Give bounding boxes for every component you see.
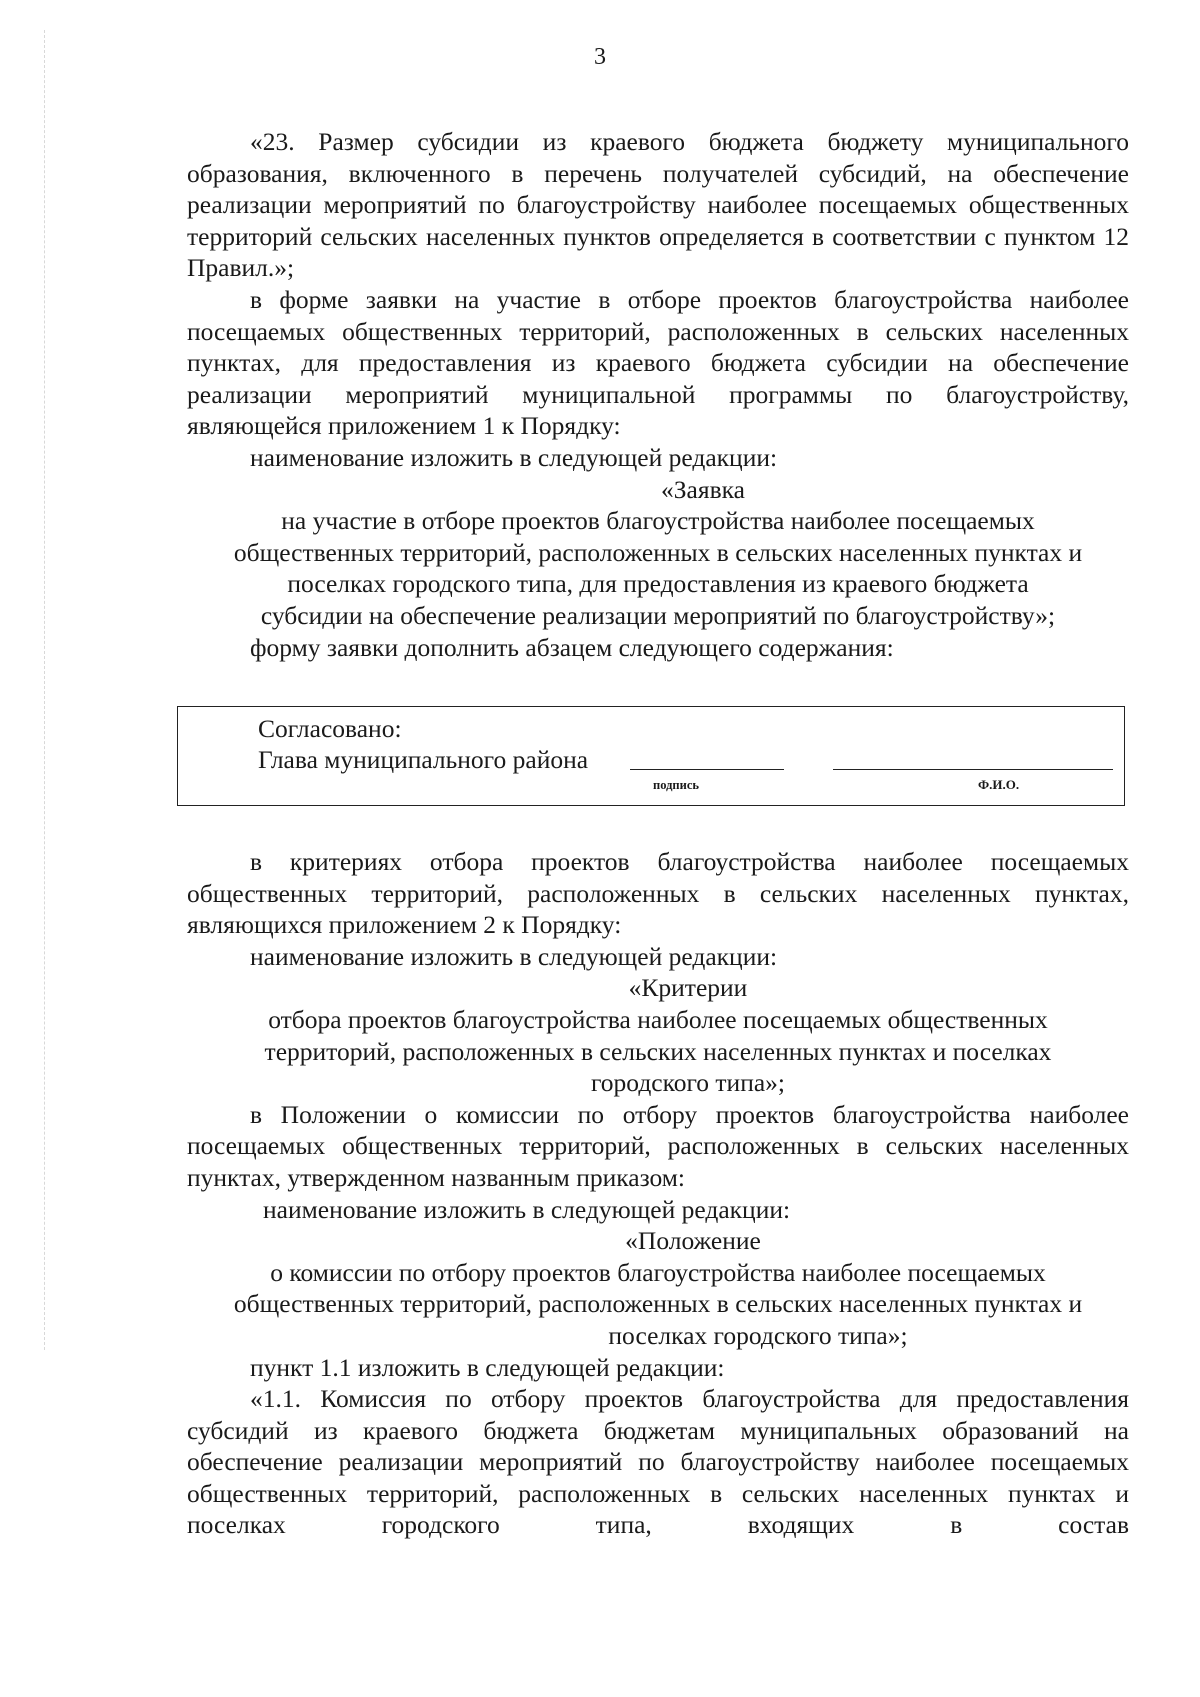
page-number: 3 (594, 44, 606, 70)
paragraph-criteria-rename: наименование изложить в следующей редакции: (250, 941, 778, 971)
scan-margin-artifact (44, 30, 45, 1350)
paragraph-commission-intro: в Положении о комиссии по отбору проектов благоустройства наиболее посещаемых общественных территорий, расположенных в сельских населенных пунктах, утвержденном названным приказом: (187, 1099, 1129, 1192)
document-body-top (187, 126, 1129, 663)
signature-blank-line (630, 769, 784, 770)
name-caption: Ф.И.О. (978, 777, 1020, 792)
criteria-title-line: территорий, расположенных в сельских населенных пунктах и поселках (264, 1036, 1052, 1066)
criteria-title-line: отбора проектов благоустройства наиболее посещаемых общественных (268, 1004, 1048, 1034)
agreed-label: Согласовано: (258, 714, 402, 743)
criteria-title-line: городского типа»; (590, 1068, 785, 1098)
commission-title-line: общественных территорий, расположенных в сельских населенных пунктах и (233, 1289, 1083, 1319)
head-label: Глава муниципального района (258, 745, 589, 774)
paragraph-23: «23. Размер субсидии из краевого бюджета бюджету муниципального образования, включенного в перечень получателей субсидий, на обеспечение реализации мероприятий по благоустройству наиболее посещаемых общественных территорий сельских населенных пунктов определяется в соответствии с пунктом 12 Правил.»; (187, 127, 1129, 283)
paragraph-form-add: форму заявки дополнить абзацем следующего содержания: (250, 632, 894, 662)
paragraph-form-intro: в форме заявки на участие в отборе проектов благоустройства наиболее посещаемых общественных территорий, расположенных в сельских населенных пунктах, для предоставления из краевого бюджета субсидии на обеспечение реализации мероприятий муниципальной программы по благоустройству, являющейся приложением 1 к Порядку: (187, 284, 1129, 441)
form-title-line: поселках городского типа, для предоставления из краевого бюджета (287, 569, 1029, 599)
form-title-line: субсидии на обеспечение реализации мероприятий по благоустройству»; (260, 600, 1056, 630)
signature-caption: подпись (653, 778, 699, 792)
form-title-word: «Заявка (661, 474, 745, 504)
criteria-title-word: «Критерии (628, 973, 748, 1003)
name-blank-line (833, 769, 1113, 770)
commission-title-line: о комиссии по отбору проектов благоустройства наиболее посещаемых (270, 1257, 1046, 1287)
paragraph-form-rename: наименование изложить в следующей редакции: (250, 442, 778, 472)
paragraph-commission-rename: наименование изложить в следующей редакции: (263, 1194, 791, 1224)
paragraph-criteria-intro: в критериях отбора проектов благоустройства наиболее посещаемых общественных территорий, расположенных в сельских населенных пунктах, являющихся приложением 2 к Порядку: (187, 847, 1129, 940)
commission-title-word: «Положение (625, 1226, 761, 1256)
paragraph-point-intro: пункт 1.1 изложить в следующей редакции: (250, 1352, 725, 1382)
form-title-line: общественных территорий, расположенных в сельских населенных пунктах и (233, 537, 1083, 567)
document-body-bottom (187, 846, 1129, 1541)
commission-title-line: поселках городского типа»; (608, 1320, 908, 1350)
signature-box (177, 706, 1125, 806)
form-title-line: на участие в отборе проектов благоустройства наиболее посещаемых (281, 506, 1035, 536)
paragraph-point-text: «1.1. Комиссия по отбору проектов благоустройства для предоставления субсидий из краевого бюджета бюджетам муниципальных образований на обеспечение реализации мероприятий по благоустройству наиболее посещаемых общественных территорий, расположенных в сельских населенных пунктах и поселках городского типа, входящих в состав (187, 1384, 1129, 1540)
